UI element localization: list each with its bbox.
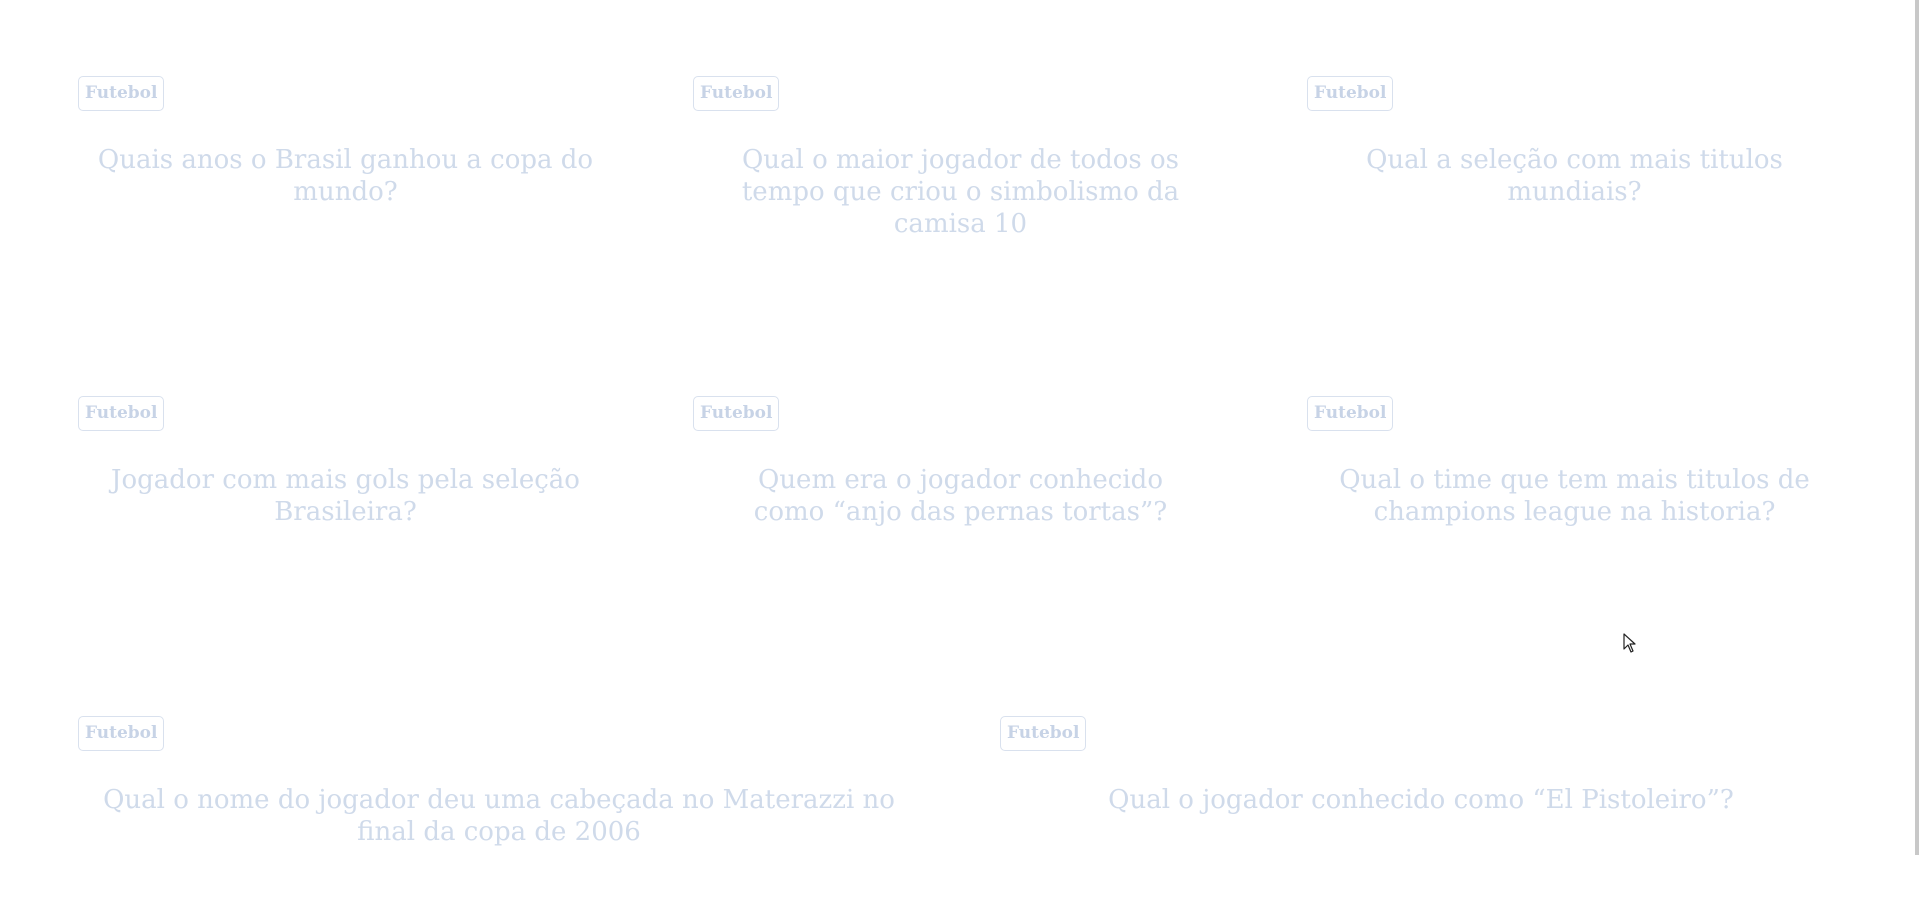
question-text: Qual o nome do jogador deu uma cabeçada no Materazzi no final da copa de 2006 (103, 785, 895, 847)
mouse-cursor-icon (1623, 633, 1637, 653)
category-tag[interactable]: Futebol (1307, 76, 1393, 111)
question-text: Jogador com mais gols pela seleção Brasileira? (111, 465, 580, 527)
vertical-scrollbar[interactable] (1915, 0, 1919, 855)
question-text: Qual o jogador conhecido como “El Pistoleiro”? (1108, 785, 1734, 815)
question-text: Qual a seleção com mais titulos mundiais? (1366, 145, 1783, 207)
category-tag[interactable]: Futebol (693, 396, 779, 431)
question-text: Qual o time que tem mais titulos de champions league na historia? (1339, 465, 1810, 527)
category-tag[interactable]: Futebol (78, 396, 164, 431)
question-text: Quem era o jogador conhecido como “anjo das pernas tortas”? (753, 465, 1168, 527)
question-text: Qual o maior jogador de todos os tempo que criou o simbolismo da camisa 10 (741, 145, 1180, 239)
category-tag[interactable]: Futebol (1307, 396, 1393, 431)
category-tag[interactable]: Futebol (693, 76, 779, 111)
category-tag[interactable]: Futebol (78, 76, 164, 111)
category-tag[interactable]: Futebol (78, 716, 164, 751)
category-tag[interactable]: Futebol (1000, 716, 1086, 751)
question-text: Quais anos o Brasil ganhou a copa do mundo? (97, 145, 594, 207)
